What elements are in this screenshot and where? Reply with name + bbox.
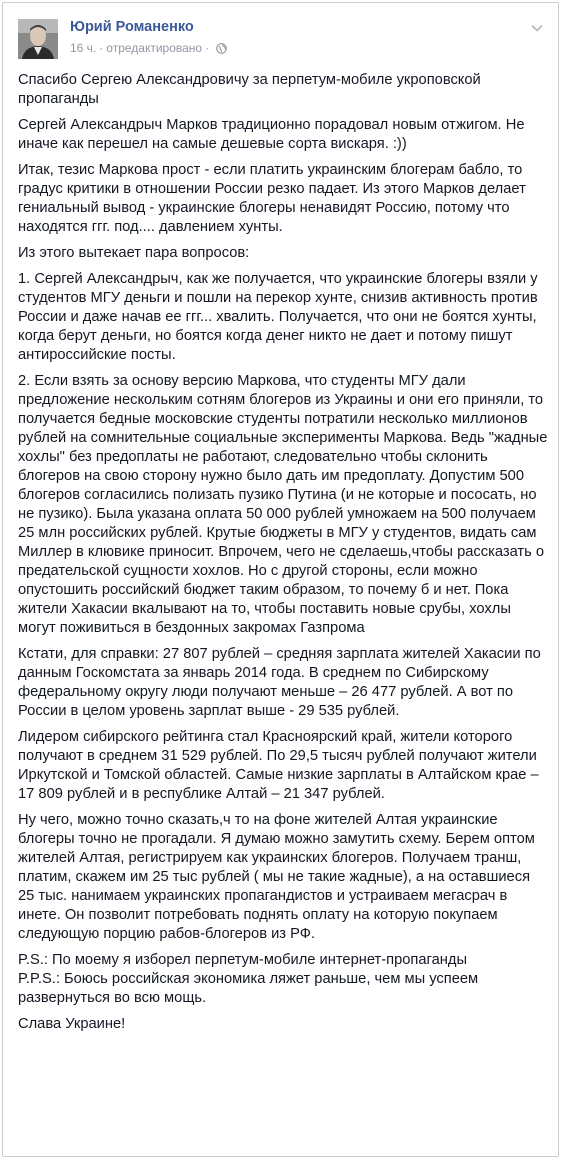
paragraph-7: Кстати, для справки: 27 807 рублей – средняя зарплата жителей Хакасии по данным Госкомстата за январь 2014 года. В среднем по Сибирскому федеральному округу люди получают меньше – 26 477 рублей. А вот по России в целом уровень зарплат выше - 29 535 рублей. [18, 646, 541, 719]
paragraph-1: Спасибо Сергею Александровичу за перпетум-мобиле укроповской пропаганды [18, 72, 481, 107]
paragraph-8: Лидером сибирского рейтинга стал Красноярский край, жители которого получают в среднем 31 529 рублей. По 29,5 тысяч рублей получают жители Иркутской и Томской областей. Самые низкие зарплаты в Алтайском крае – 17 809 рублей и в республике Алтай – 21 347 рублей. [18, 729, 539, 802]
paragraph-closing: Слава Украине! [18, 1016, 126, 1032]
avatar[interactable] [18, 19, 58, 59]
post-body [18, 71, 548, 1041]
paragraph-6: 2. Если взять за основу версию Маркова, что студенты МГУ дали предложение нескольким сотням блогеров из Украины и они его приняли, то получается бедные московские студенты потратили несколько миллионов рублей на сомнительные социальные эксперименты Маркова. Ведь "жадные хохлы" без предоплаты не работают, следовательно чтобы склонить блогеров на свою сторону нужно было дать им предоплату. Допустим 500 блогеров согласились полизать пузико Путина (и не которые и пососать, но не пузико). Была указана оплата 50 000 рублей умножаем на 500 получаем 25 млн российских рублей. Крутые бюджеты в МГУ у студентов, видать сам Миллер в клювике приносит. Впрочем, чего не сделаешь,чтобы рассказать о предательской сущности хохлов. Но с другой стороны, если можно опустошить российский бюджет таким образом, то почему б и нет. Пока жители Хакасии вкалывают на то, чтобы поставить новые срубы, хохлы могут поживиться в бездонных закромах Газпрома [18, 373, 548, 636]
paragraph-9: Ну чего, можно точно сказать,ч то на фоне жителей Алтая украинские блогеры точно не прогадали. Я думаю можно замутить схему. Берем оптом жителей Алтая, регистрируем как украинских блогеров. Получаем транш, платим, скажем им 25 тыс рублей ( мы не такие жадные), а на оставшиеся 25 тыс. нанимаем украинских пропагандистов и устраиваем мегасрач в инете. Он позволит потребовать поднять оплату на которую покупаем следующую порцию рабов-блогеров из РФ. [18, 812, 535, 942]
post-header [18, 17, 548, 61]
meta-separator-2: · [205, 41, 210, 55]
paragraph-4: Из этого вытекает пара вопросов: [18, 245, 250, 261]
paragraph-ps: P.S.: По моему я изборел перпетум-мобиле интернет-пропаганды [18, 952, 467, 968]
post-meta [70, 41, 227, 57]
paragraph-2: Сергей Александрыч Марков традиционно порадовал новым отжигом. Не иначе как перешел на самые дешевые сорта вискаря. :)) [18, 117, 525, 152]
paragraph-pps: P.P.S.: Боюсь российская экономика ляжет раньше, чем мы успеем развернуться во всю мощь. [18, 971, 479, 1006]
post-time[interactable]: 16 ч. [70, 41, 97, 55]
meta-separator: · [99, 41, 104, 55]
facebook-post [2, 2, 559, 1157]
edited-label[interactable]: отредактировано [106, 41, 203, 55]
paragraph-3: Итак, тезис Маркова прост - если платить украинским блогерам бабло, то градус критики в отношении России резко падает. Из этого Марков делает гениальный вывод - украинские блогеры ненавидят Россию, потому что находятся ггг. под.... давлением хунты. [18, 162, 526, 235]
chevron-down-icon[interactable] [530, 21, 544, 35]
paragraph-5: 1. Сергей Александрыч, как же получается, что украинские блогеры взяли у студентов МГУ деньги и пошли на перекор хунте, снизив активность против России и даже начав ее ггг... хвалить. Получается, что они не боятся хунты, когда берут деньги, но боятся когда денег никто не дает и потому пишут антироссийские посты. [18, 271, 538, 363]
author-name[interactable]: Юрий Романенко [70, 19, 194, 35]
globe-icon[interactable] [216, 43, 227, 57]
